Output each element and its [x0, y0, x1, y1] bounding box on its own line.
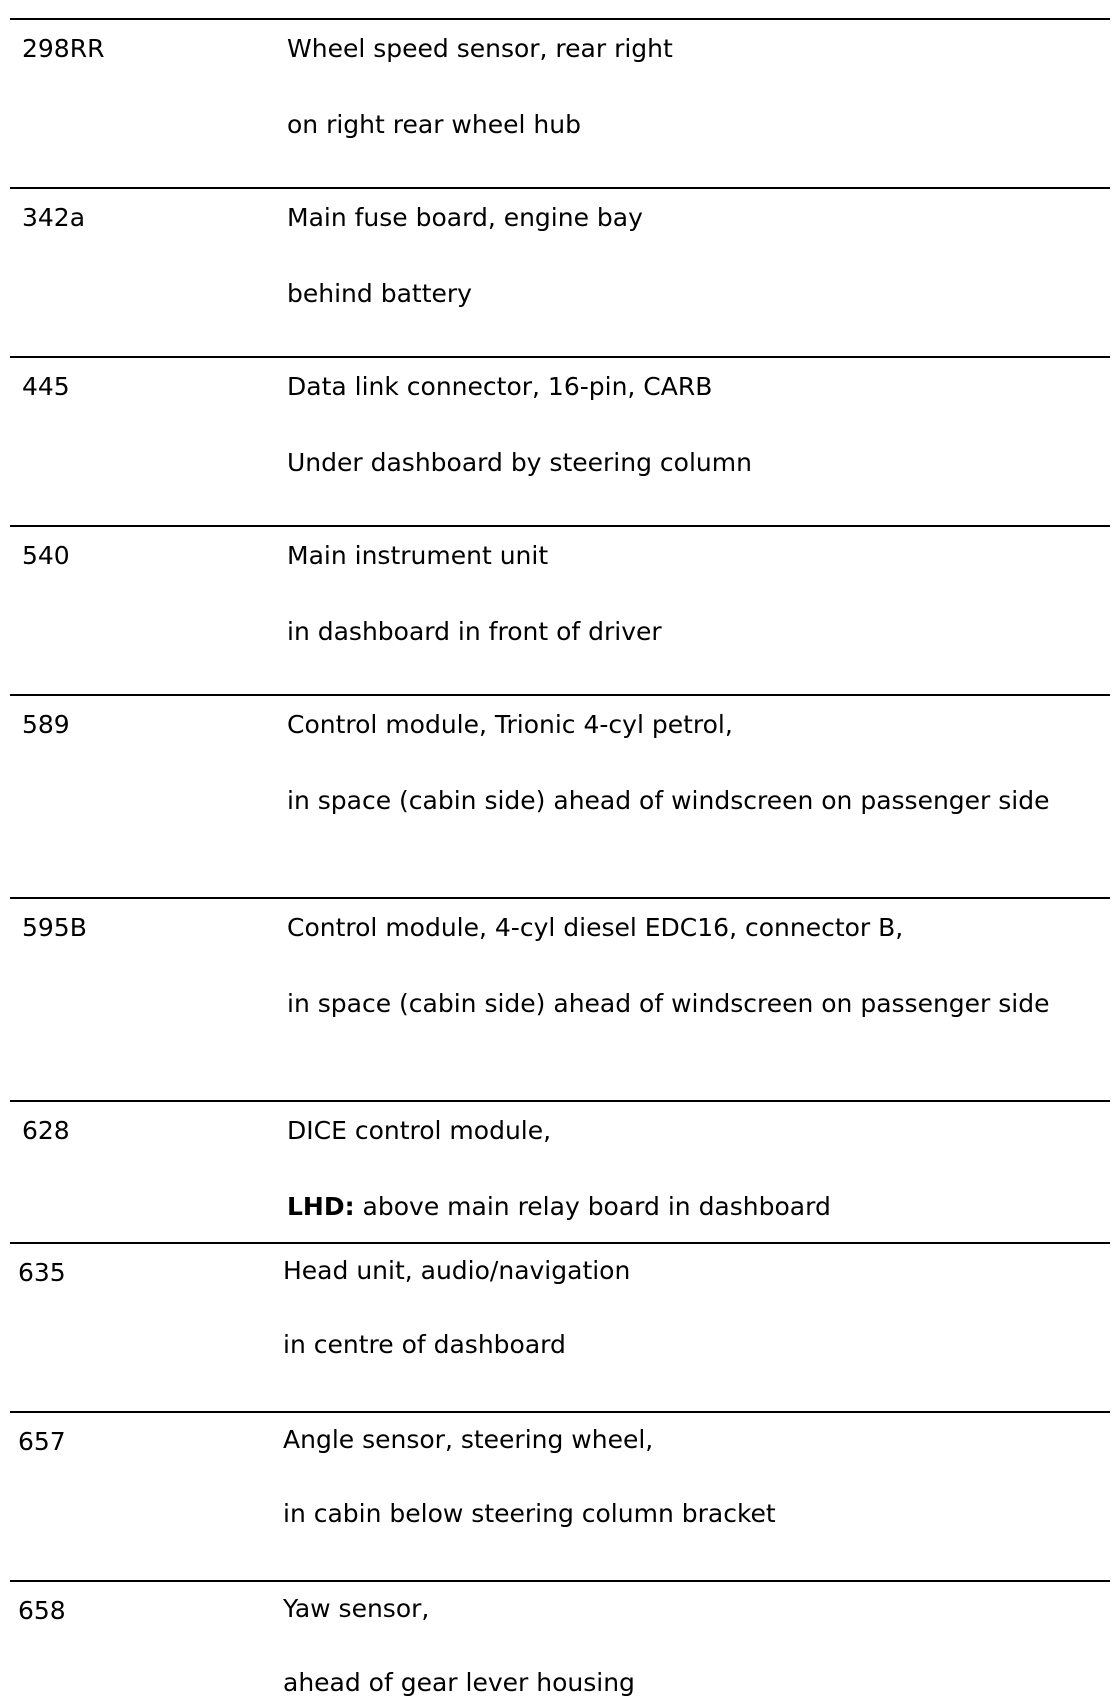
component-location: ahead of gear lever housing [283, 1668, 635, 1697]
component-code: 445 [22, 372, 70, 401]
component-code: 342a [22, 203, 86, 232]
component-description: Yaw sensor, [283, 1594, 430, 1623]
component-code: 657 [18, 1427, 66, 1456]
component-description: Angle sensor, steering wheel, [283, 1425, 654, 1454]
component-location: in space (cabin side) ahead of windscreen on passenger side [287, 989, 1050, 1018]
component-location: Under dashboard by steering column [287, 448, 752, 477]
component-location [287, 1190, 1097, 1224]
table-row [10, 1100, 1110, 1221]
component-code: 595B [22, 913, 87, 942]
component-description: Data link connector, 16-pin, CARB [287, 372, 713, 401]
component-location: in centre of dashboard [283, 1330, 566, 1359]
component-description: Main fuse board, engine bay [287, 203, 643, 232]
component-code: 658 [18, 1596, 66, 1625]
table-row [10, 1411, 1110, 1528]
table-row [10, 1580, 1110, 1697]
table-row [10, 1242, 1110, 1359]
component-description: Head unit, audio/navigation [283, 1256, 631, 1285]
component-location: in cabin below steering column bracket [283, 1499, 776, 1528]
component-location: on right rear wheel hub [287, 110, 581, 139]
component-location: in space (cabin side) ahead of windscreen on passenger side [287, 786, 1050, 815]
component-code: 589 [22, 710, 70, 739]
component-description: Wheel speed sensor, rear right [287, 34, 673, 63]
location-text: above main relay board in dashboard [354, 1192, 831, 1221]
component-code: 540 [22, 541, 70, 570]
component-description: DICE control module, [287, 1116, 552, 1145]
table-row [10, 18, 1110, 139]
component-description: Main instrument unit [287, 541, 549, 570]
table-row [10, 187, 1110, 308]
component-code: 635 [18, 1258, 66, 1287]
drive-side-label: LHD: [287, 1192, 355, 1221]
table-row [10, 897, 1110, 1018]
table-row [10, 356, 1110, 477]
component-description: Control module, 4-cyl diesel EDC16, connector B, [287, 913, 904, 942]
component-location: behind battery [287, 279, 472, 308]
component-code: 628 [22, 1116, 70, 1145]
component-description: Control module, Trionic 4-cyl petrol, [287, 710, 733, 739]
component-code: 298RR [22, 34, 105, 63]
table-row [10, 694, 1110, 815]
table-row [10, 525, 1110, 646]
component-location: in dashboard in front of driver [287, 617, 662, 646]
